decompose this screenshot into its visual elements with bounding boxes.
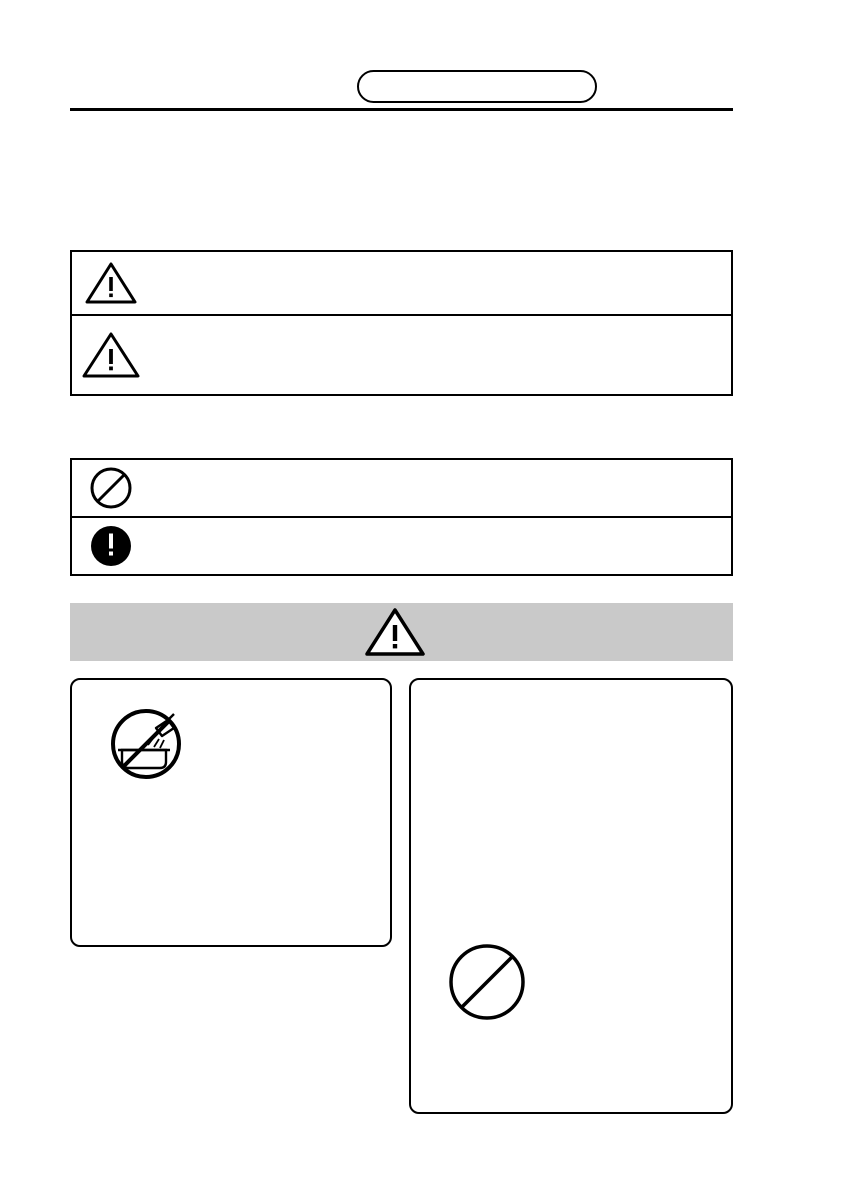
prohibition-circle-icon bbox=[447, 942, 717, 1022]
warning-triangle-icon bbox=[72, 316, 150, 394]
no-water-spray-icon bbox=[104, 704, 376, 784]
symbol-meaning-text bbox=[150, 518, 731, 574]
mandatory-filled-circle-icon bbox=[72, 518, 150, 574]
table-row bbox=[72, 518, 731, 574]
warning-triangle-icon bbox=[72, 252, 150, 314]
table-row bbox=[72, 316, 731, 394]
table-row bbox=[72, 252, 731, 316]
warning-banner bbox=[70, 603, 733, 661]
table-row bbox=[72, 460, 731, 518]
header-rule bbox=[70, 108, 733, 111]
prohibition-circle-icon bbox=[72, 460, 150, 516]
warning-triangle-icon bbox=[364, 607, 426, 657]
warning-box-right bbox=[409, 678, 733, 1114]
symbol-meaning-table bbox=[70, 458, 733, 576]
warning-box-left bbox=[70, 678, 392, 947]
signal-word-table bbox=[70, 250, 733, 396]
header-pill-tab bbox=[357, 70, 597, 103]
symbol-meaning-text bbox=[150, 460, 731, 516]
